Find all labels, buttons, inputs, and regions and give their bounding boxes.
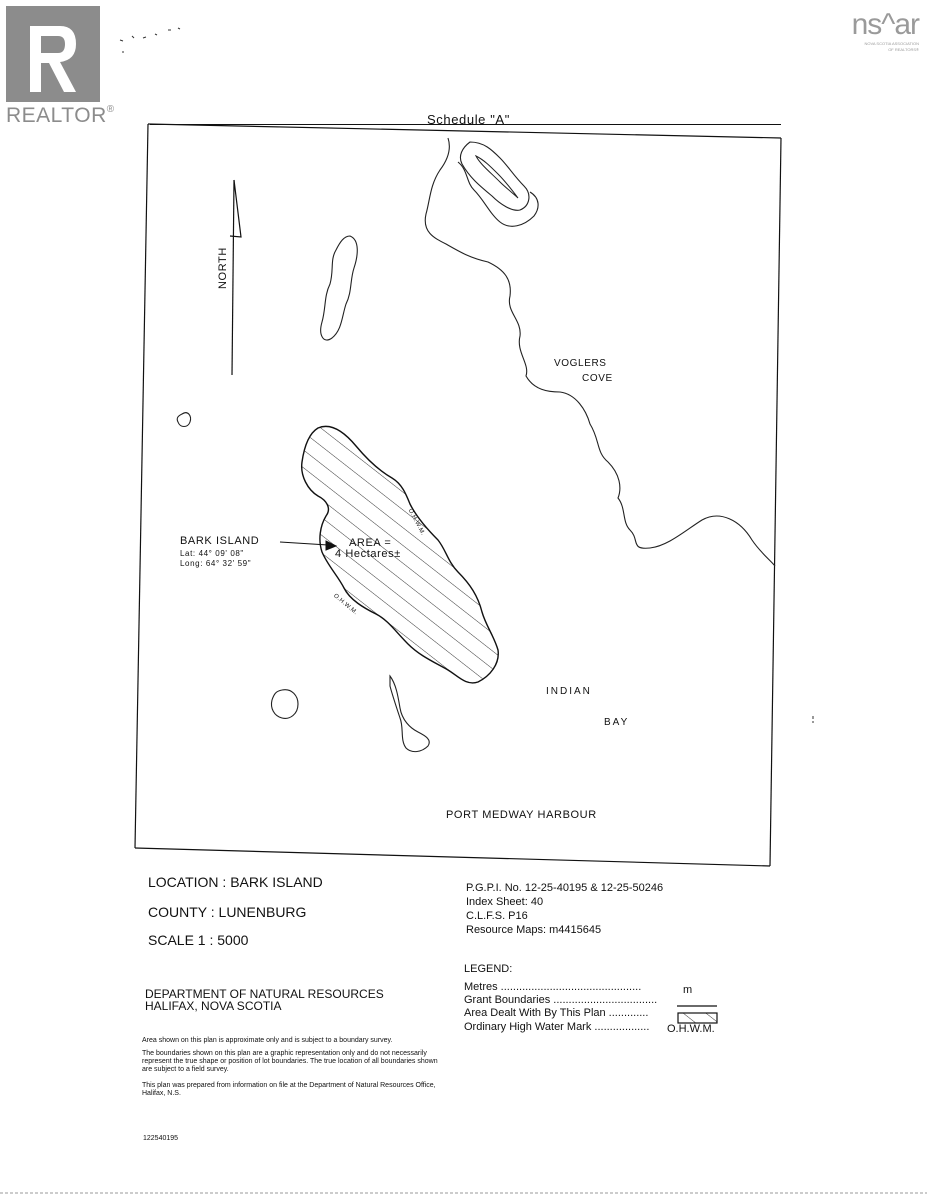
north-label: NORTH	[217, 247, 229, 289]
area-label: AREA =	[349, 537, 392, 549]
bark-island-label: BARK ISLAND	[180, 535, 260, 547]
department-location: HALIFAX, NOVA SCOTIA	[145, 999, 282, 1013]
department-name: DEPARTMENT OF NATURAL RESOURCES	[145, 987, 384, 1001]
latitude-label: Lat: 44° 09' 08"	[180, 549, 244, 558]
islet-west	[177, 413, 190, 427]
place-label-indian: INDIAN	[546, 686, 592, 697]
place-label-cove: COVE	[582, 373, 613, 384]
clfs-text: C.L.F.S. P16	[466, 910, 528, 922]
legend-metres: Metres ..............................................	[464, 981, 642, 993]
place-label-bay: BAY	[604, 717, 630, 728]
bark-island-pointer	[280, 541, 336, 550]
nsar-wordmark: ns^ar	[851, 8, 919, 41]
legend-ohwm-symbol: O.H.W.M.	[667, 1023, 715, 1035]
island-north	[321, 236, 358, 340]
legend-area-dealt: Area Dealt With By This Plan .............	[464, 1007, 649, 1019]
location-text: LOCATION : BARK ISLAND	[148, 874, 323, 890]
place-label-port-medway: PORT MEDWAY HARBOUR	[446, 809, 597, 821]
island-southern-spit	[390, 676, 429, 752]
index-sheet-text: Index Sheet: 40	[466, 896, 544, 908]
islet-south	[271, 690, 298, 719]
place-label-voglers: VOGLERS	[554, 358, 607, 369]
legend-area-symbol	[678, 1013, 717, 1023]
map-border-left	[135, 124, 148, 848]
note-source: This plan was prepared from information on file at the Department of Natural Resources Office, Halifax, N.S.	[142, 1082, 436, 1097]
north-arrow-icon	[230, 180, 241, 375]
legend-grant-boundaries: Grant Boundaries ..................................	[464, 994, 658, 1006]
legend-ohwm: Ordinary High Water Mark ..................	[464, 1021, 650, 1033]
map-border-bottom	[135, 848, 770, 866]
longitude-label: Long: 64° 32' 59"	[180, 559, 252, 568]
county-text: COUNTY : LUNENBURG	[148, 904, 307, 920]
ohwm-label-east: O.H.W.M.	[406, 508, 426, 537]
map-border-right	[770, 138, 781, 866]
legend-metres-symbol: m	[683, 984, 693, 996]
schedule-title: Schedule "A"	[427, 112, 510, 127]
realtor-wordmark: REALTOR®	[6, 104, 115, 127]
coastline-mainland	[425, 138, 775, 566]
coastline-inlet-inner	[476, 156, 518, 198]
scale-text: SCALE 1 : 5000	[148, 932, 249, 948]
ohwm-label-west: O.H.W.M.	[332, 593, 359, 617]
plan-number: 122540195	[143, 1135, 179, 1142]
pgpi-text: P.G.P.I. No. 12-25-40195 & 12-25-50246	[466, 882, 664, 894]
resource-maps-text: Resource Maps: m4415645	[466, 924, 602, 936]
note-approximate: Area shown on this plan is approximate only and is subject to a boundary survey.	[142, 1037, 393, 1044]
legend-title: LEGEND:	[464, 963, 513, 975]
note-boundaries: The boundaries shown on this plan are a graphic representation only and do not necessarily represent the true shape or position of lot boundaries. The true location of all boundaries shown are subject to a field survey.	[142, 1050, 438, 1073]
nsar-subtitle: NOVA SCOTIA ASSOCIATION OF REALTORS®	[864, 41, 919, 52]
area-value: 4 Hectares±	[335, 548, 401, 560]
